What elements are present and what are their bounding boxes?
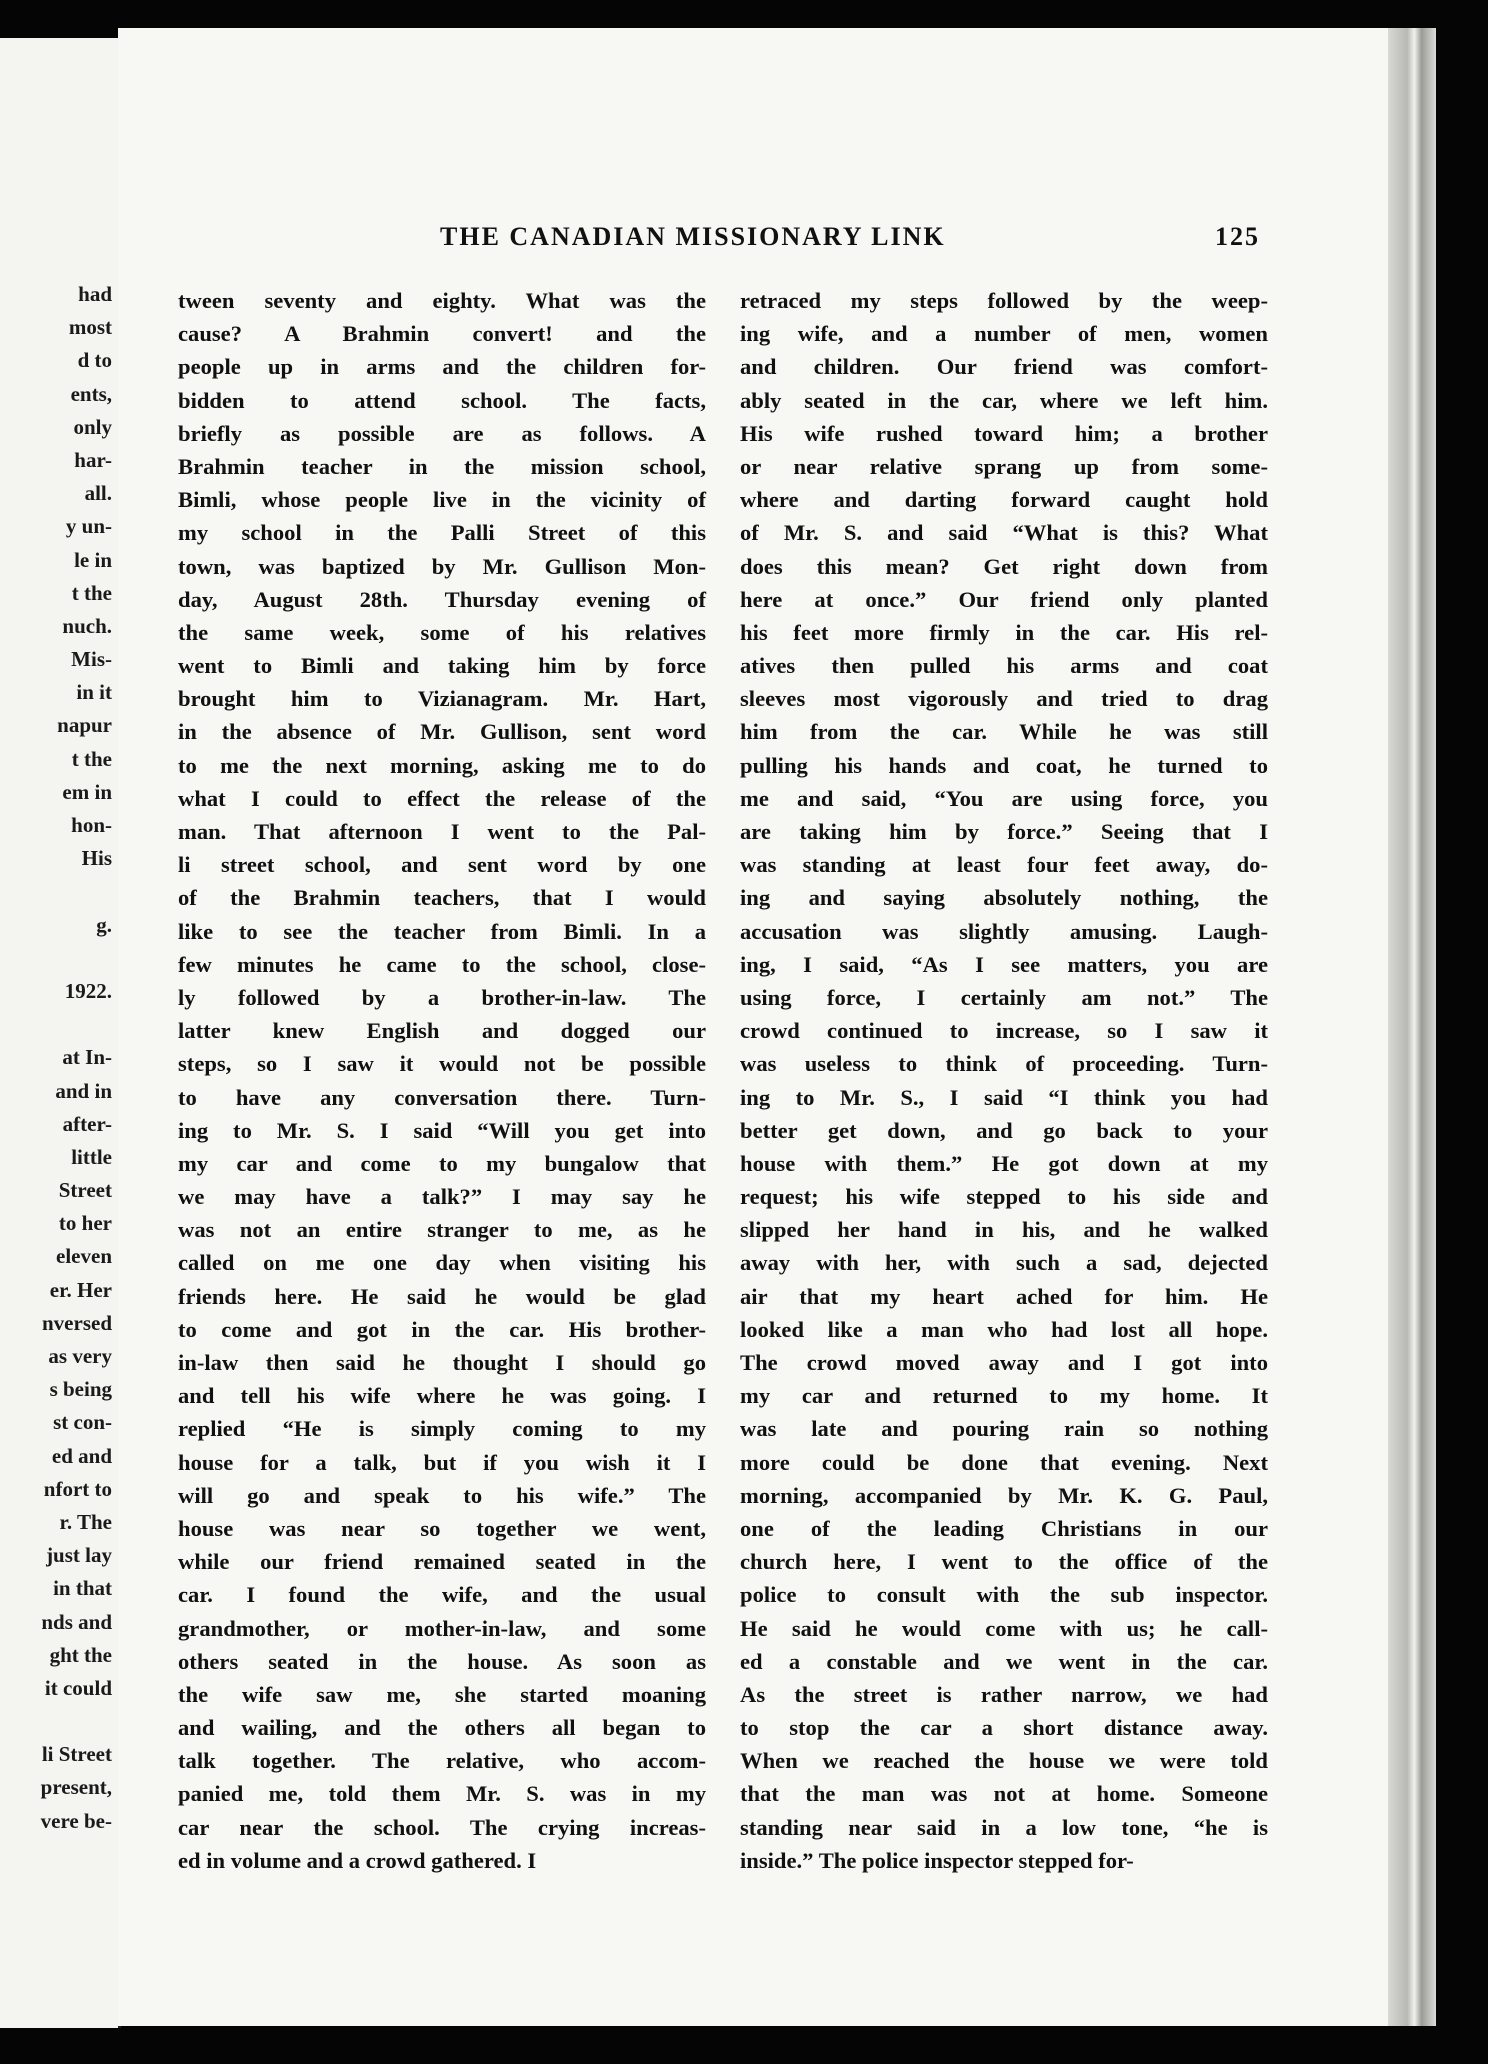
text-line: He said he would come with us; he call-: [740, 1615, 1268, 1641]
text-line: crowd continued to increase, so I saw it: [740, 1018, 1268, 1044]
text-line: His wife rushed toward him; a brother: [740, 420, 1268, 446]
previous-page-fragment: only: [73, 414, 112, 439]
previous-page-fragment: d to: [77, 348, 112, 373]
previous-page-fragment: vere be-: [40, 1808, 112, 1833]
text-line: my car and come to my bungalow that: [178, 1150, 706, 1176]
text-line: air that my heart ached for him. He: [740, 1283, 1268, 1309]
previous-page-fragment: His: [81, 846, 112, 871]
text-line: while our friend remained seated in the: [178, 1549, 706, 1575]
text-line: panied me, told them Mr. S. was in my: [178, 1781, 706, 1807]
text-line: looked like a man who had lost all hope.: [740, 1316, 1268, 1342]
text-line: When we reached the house we were told: [740, 1748, 1268, 1774]
previous-page-fragment: present,: [40, 1775, 112, 1800]
text-line: request; his wife stepped to his side and: [740, 1184, 1268, 1210]
previous-page-fragment: nversed: [42, 1310, 112, 1335]
text-line: and children. Our friend was comfort-: [740, 354, 1268, 380]
previous-page-fragment: just lay: [46, 1543, 112, 1568]
text-line: ing to Mr. S. I said “Will you get into: [178, 1117, 706, 1143]
text-line: The crowd moved away and I got into: [740, 1350, 1268, 1375]
previous-page: [0, 38, 121, 2028]
text-line: like to see the teacher from Bimli. In a: [178, 918, 706, 944]
text-line: police to consult with the sub inspector.: [740, 1582, 1268, 1608]
text-line: li street school, and sent word by one: [178, 852, 706, 878]
text-line: ing wife, and a number of men, women: [740, 321, 1268, 347]
previous-page-fragment: had: [78, 282, 112, 306]
previous-page-fragment: nds and: [41, 1609, 112, 1634]
text-line: using force, I certainly am not.” The: [740, 984, 1268, 1010]
text-line: day, August 28th. Thursday evening of: [178, 586, 706, 612]
text-line: called on me one day when visiting his: [178, 1250, 706, 1276]
text-line: ing, I said, “As I see matters, you are: [740, 951, 1268, 977]
text-line: tween seventy and eighty. What was the: [178, 288, 706, 313]
previous-page-fragment: in it: [76, 680, 112, 705]
text-line: to me the next morning, asking me to do: [178, 752, 706, 778]
text-line: him from the car. While he was still: [740, 719, 1268, 745]
text-line: what I could to effect the release of the: [178, 785, 706, 811]
text-line: does this mean? Get right down from: [740, 553, 1268, 579]
text-line: slipped her hand in his, and he walked: [740, 1217, 1268, 1243]
text-line: brought him to Vizianagram. Mr. Hart,: [178, 686, 706, 712]
text-line: ly followed by a brother-in-law. The: [178, 984, 706, 1010]
text-line: that the man was not at home. Someone: [740, 1781, 1268, 1807]
text-line: we may have a talk?” I may say he: [178, 1184, 706, 1210]
text-line: here at once.” Our friend only planted: [740, 586, 1268, 612]
previous-page-fragment: and in: [55, 1078, 112, 1103]
text-line: and wailing, and the others all began to: [178, 1715, 706, 1741]
previous-page-fragment: after-: [62, 1111, 112, 1136]
text-line: As the street is rather narrow, we had: [740, 1681, 1268, 1707]
previous-page-fragment: s being: [49, 1377, 112, 1402]
text-line: and tell his wife where he was going. I: [178, 1383, 706, 1409]
text-line: others seated in the house. As soon as: [178, 1648, 706, 1674]
left-column: [178, 284, 706, 1877]
previous-page-fragment: li Street: [41, 1742, 112, 1767]
previous-page-fragment: it could: [44, 1675, 112, 1700]
running-header: [440, 222, 1320, 262]
text-line: or near relative sprang up from some-: [740, 453, 1268, 479]
previous-page-fragment: t the: [71, 746, 112, 771]
previous-page-fragment: nfort to: [43, 1476, 112, 1501]
text-line: bidden to attend school. The facts,: [178, 387, 706, 413]
text-line: of the Brahmin teachers, that I would: [178, 885, 706, 911]
text-line: atives then pulled his arms and coat: [740, 653, 1268, 679]
previous-page-fragment: 1922.: [64, 978, 112, 1003]
text-line: briefly as possible are as follows. A: [178, 420, 706, 446]
previous-page-fragment: y un-: [65, 514, 112, 539]
previous-page-fragment: in that: [53, 1576, 112, 1601]
previous-page-fragment: napur: [57, 713, 112, 738]
text-line: away with her, with such a sad, dejected: [740, 1250, 1268, 1276]
text-line: his feet more firmly in the car. His rel-: [740, 619, 1268, 645]
text-line: steps, so I saw it would not be possible: [178, 1051, 706, 1077]
text-line: the wife saw me, she started moaning: [178, 1681, 706, 1707]
text-line: standing near said in a low tone, “he is: [740, 1814, 1268, 1840]
previous-page-fragment: em in: [62, 779, 112, 804]
text-line: ed in volume and a crowd gathered. I: [178, 1847, 537, 1873]
page-number: 125: [1215, 222, 1260, 251]
previous-page-fragment: r. The: [59, 1509, 112, 1534]
text-line: house was near so together we went,: [178, 1515, 706, 1541]
text-line: few minutes he came to the school, close-: [178, 951, 706, 977]
text-line: to stop the car a short distance away.: [740, 1715, 1268, 1741]
text-line: better get down, and go back to your: [740, 1117, 1268, 1143]
text-line: cause? A Brahmin convert! and the: [178, 321, 706, 347]
text-line: one of the leading Christians in our: [740, 1515, 1268, 1541]
text-line: retraced my steps followed by the weep-: [740, 288, 1268, 313]
previous-page-fragment: as very: [48, 1344, 112, 1368]
text-line: friends here. He said he would be glad: [178, 1283, 706, 1309]
text-line: inside.” The police inspector stepped for-: [740, 1847, 1134, 1873]
previous-page-fragment: har-: [74, 447, 112, 472]
previous-page-fragment: Mis-: [71, 647, 112, 672]
text-line: ing and saying absolutely nothing, the: [740, 885, 1268, 911]
text-line: went to Bimli and taking him by force: [178, 653, 706, 679]
previous-page-fragment: le in: [74, 547, 112, 572]
previous-page-fragment: [41, 942, 112, 975]
text-line: ed a constable and we went in the car.: [740, 1648, 1268, 1674]
text-line: people up in arms and the children for-: [178, 354, 706, 380]
text-line: latter knew English and dogged our: [178, 1018, 706, 1044]
previous-page-fragment: [41, 875, 112, 908]
text-line: to have any conversation there. Turn-: [178, 1084, 706, 1110]
previous-page-fragment: [41, 1008, 112, 1041]
text-line: house with them.” He got down at my: [740, 1150, 1268, 1176]
text-line: my school in the Palli Street of this: [178, 520, 706, 546]
text-line: church here, I went to the office of the: [740, 1549, 1268, 1575]
previous-page-fragment: hon-: [71, 813, 112, 837]
text-line: was not an entire stranger to me, as he: [178, 1217, 706, 1243]
text-line: in the absence of Mr. Gullison, sent word: [178, 719, 706, 745]
text-line: will go and speak to his wife.” The: [178, 1482, 706, 1508]
text-line: grandmother, or mother-in-law, and some: [178, 1615, 706, 1641]
previous-page-fragment: little: [71, 1144, 112, 1169]
text-line: ably seated in the car, where we left him.: [740, 387, 1268, 413]
text-line: accusation was slightly amusing. Laugh-: [740, 918, 1268, 944]
running-title: THE CANADIAN MISSIONARY LINK: [440, 222, 946, 251]
text-line: morning, accompanied by Mr. K. G. Paul,: [740, 1482, 1268, 1508]
text-line: talk together. The relative, who accom-: [178, 1748, 706, 1774]
text-line: in-law then said he thought I should go: [178, 1350, 706, 1375]
previous-page-fragment: st con-: [53, 1410, 112, 1435]
text-line: pulling his hands and coat, he turned to: [740, 752, 1268, 778]
previous-page-fragment: ed and: [51, 1443, 112, 1468]
text-line: of Mr. S. and said “What is this? What: [740, 520, 1268, 546]
previous-page-fragment: ght the: [49, 1642, 112, 1667]
text-line: replied “He is simply coming to my: [178, 1416, 706, 1442]
text-line: my car and returned to my home. It: [740, 1383, 1268, 1409]
text-line: me and said, “You are using force, you: [740, 785, 1268, 811]
previous-page-text: [41, 278, 112, 1838]
text-line: man. That afternoon I went to the Pal-: [178, 819, 706, 844]
text-line: are taking him by force.” Seeing that I: [740, 819, 1268, 844]
text-line: car. I found the wife, and the usual: [178, 1582, 706, 1608]
previous-page-fragment: eleven: [56, 1244, 112, 1269]
text-line: to come and got in the car. His brother-: [178, 1316, 706, 1342]
text-line: the same week, some of his relatives: [178, 619, 706, 645]
text-line: more could be done that evening. Next: [740, 1449, 1268, 1475]
text-line: sleeves most vigorously and tried to drag: [740, 686, 1268, 712]
text-line: was late and pouring rain so nothing: [740, 1416, 1268, 1442]
previous-page-fragment: [41, 1705, 112, 1738]
right-column: [740, 284, 1268, 1877]
text-line: town, was baptized by Mr. Gullison Mon-: [178, 553, 706, 579]
previous-page-fragment: Street: [58, 1178, 112, 1203]
previous-page-fragment: t the: [71, 580, 112, 605]
text-line: Brahmin teacher in the mission school,: [178, 453, 706, 479]
previous-page-fragment: to her: [58, 1211, 112, 1236]
text-line: Bimli, whose people live in the vicinity of: [178, 487, 706, 513]
previous-page-fragment: er. Her: [49, 1277, 112, 1302]
text-line: ing to Mr. S., I said “I think you had: [740, 1084, 1268, 1110]
page-edge: [1388, 28, 1436, 2026]
previous-page-fragment: nuch.: [62, 613, 112, 638]
previous-page-fragment: g.: [96, 912, 112, 937]
text-line: house for a talk, but if you wish it I: [178, 1449, 706, 1475]
text-line: was useless to think of proceeding. Turn-: [740, 1051, 1268, 1077]
previous-page-fragment: at In-: [62, 1045, 112, 1070]
text-line: was standing at least four feet away, do-: [740, 852, 1268, 878]
previous-page-fragment: most: [68, 315, 112, 340]
previous-page-fragment: all.: [84, 481, 112, 506]
text-line: car near the school. The crying increas-: [178, 1814, 706, 1840]
previous-page-fragment: ents,: [70, 381, 112, 406]
text-line: where and darting forward caught hold: [740, 487, 1268, 513]
